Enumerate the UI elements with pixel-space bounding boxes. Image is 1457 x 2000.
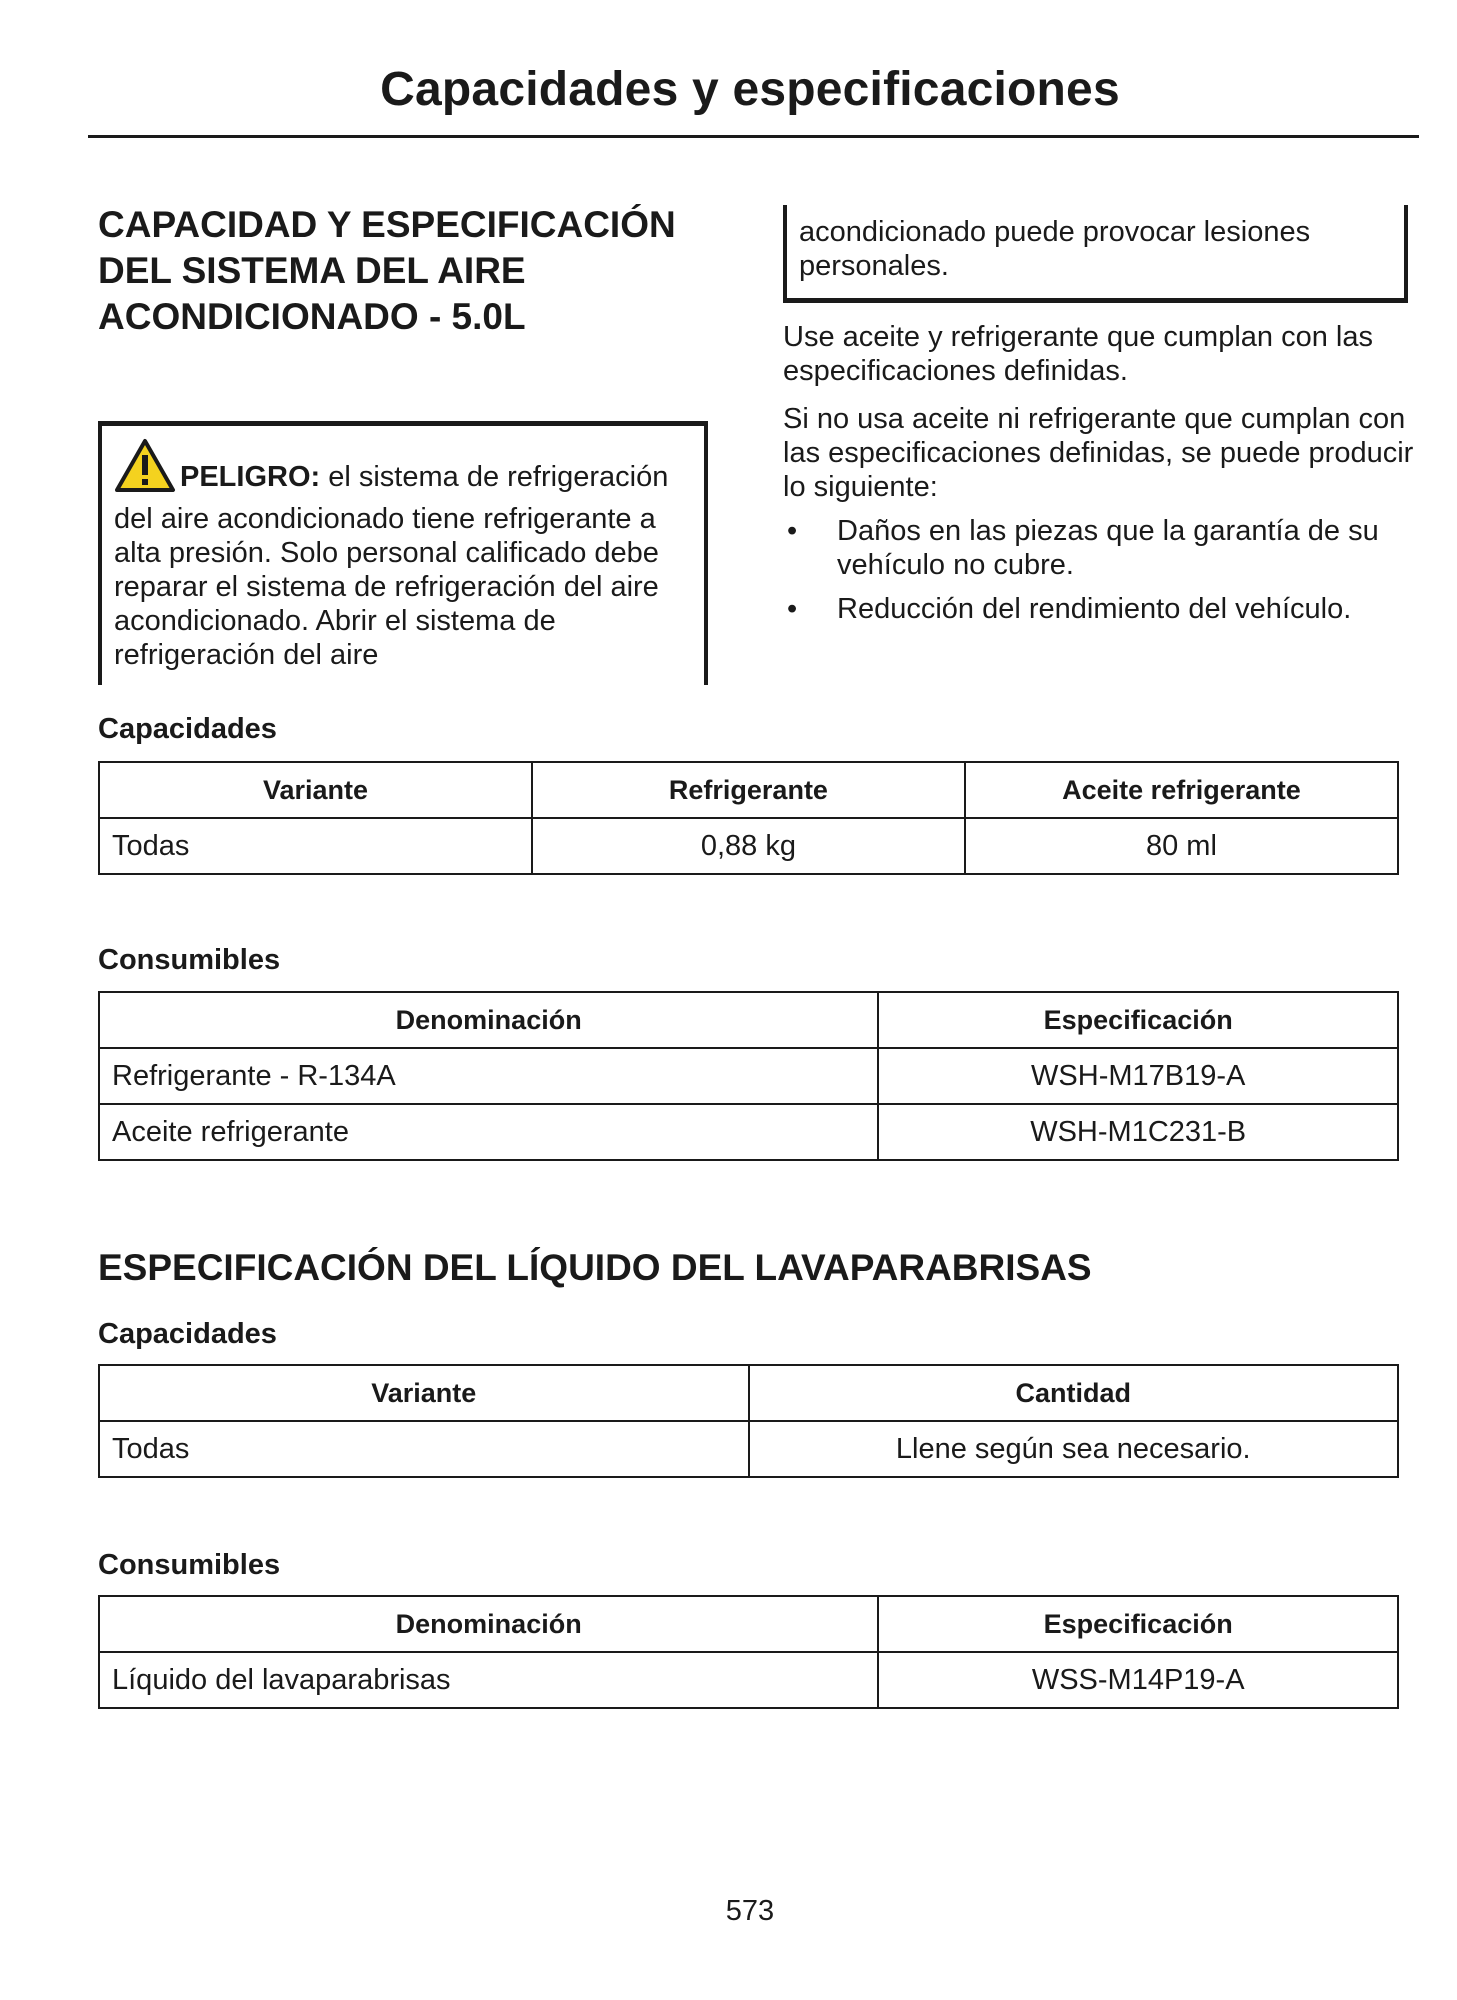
danger-notice: [98, 421, 708, 685]
ac-capacities-heading: Capacidades: [98, 713, 277, 745]
table-cell: 80 ml: [965, 818, 1398, 874]
column-header: Especificación: [878, 992, 1398, 1048]
consequence-paragraph: Si no usa aceite ni refrigerante que cumplan con las especificaciones definidas, se puede producir lo siguiente:: [783, 403, 1414, 503]
page-number: 573: [725, 1895, 775, 1927]
ac-capacities-table: [98, 761, 1399, 875]
table-row: [99, 1104, 1398, 1160]
table-cell: Todas: [99, 818, 532, 874]
page-title: Capacidades y especificaciones: [380, 63, 1120, 116]
table-row: [99, 818, 1398, 874]
consequence-list: [783, 514, 1423, 636]
washer-section-heading: ESPECIFICACIÓN DEL LÍQUIDO DEL LAVAPARABRISAS: [98, 1247, 1092, 1288]
column-header: Aceite refrigerante: [965, 762, 1398, 818]
table-cell: Aceite refrigerante: [99, 1104, 878, 1160]
bullet-icon: •: [787, 593, 798, 625]
table-header-row: [99, 762, 1398, 818]
list-item: • Daños en las piezas que la garantía de su vehículo no cubre.: [787, 515, 1379, 581]
column-header: Variante: [99, 762, 532, 818]
danger-text: el sistema de refrigeración del aire acondicionado tiene refrigerante a alta presión. Solo personal calificado debe reparar el sistema de refrigeración del aire acondicionado. Abrir el sistema de refrigeración del aire: [114, 461, 669, 671]
table-cell: Todas: [99, 1421, 749, 1477]
table-cell: Líquido del lavaparabrisas: [99, 1652, 878, 1708]
list-item: • Reducción del rendimiento del vehículo.: [787, 593, 1352, 625]
table-cell: Refrigerante - R-134A: [99, 1048, 878, 1104]
column-header: Refrigerante: [532, 762, 965, 818]
column-header: Especificación: [878, 1596, 1398, 1652]
table-header-row: [99, 992, 1398, 1048]
washer-consumables-table: [98, 1595, 1399, 1709]
danger-notice-continuation: acondicionado puede provocar lesiones personales.: [783, 205, 1408, 303]
washer-capacities-table: [98, 1364, 1399, 1478]
table-row: [99, 1048, 1398, 1104]
table-cell: WSS-M14P19-A: [878, 1652, 1398, 1708]
table-cell: WSH-M1C231-B: [878, 1104, 1398, 1160]
table-row: [99, 1421, 1398, 1477]
title-divider: [88, 135, 1419, 138]
table-row: [99, 1652, 1398, 1708]
washer-consumables-heading: Consumibles: [98, 1549, 281, 1581]
table-header-row: [99, 1365, 1398, 1421]
column-header: Denominación: [99, 1596, 878, 1652]
ac-consumables-heading: Consumibles: [98, 944, 281, 976]
bullet-icon: •: [787, 515, 798, 547]
table-cell: 0,88 kg: [532, 818, 965, 874]
warning-triangle-icon: [114, 438, 176, 502]
column-header: Denominación: [99, 992, 878, 1048]
table-cell: Llene según sea necesario.: [749, 1421, 1399, 1477]
danger-label: PELIGRO:: [180, 461, 321, 493]
column-header: Cantidad: [749, 1365, 1399, 1421]
ac-section-heading: CAPACIDAD Y ESPECIFICACIÓN DEL SISTEMA DEL AIRE ACONDICIONADO - 5.0L: [98, 204, 676, 337]
washer-capacities-heading: Capacidades: [98, 1318, 277, 1350]
table-cell: WSH-M17B19-A: [878, 1048, 1398, 1104]
usage-paragraph: Use aceite y refrigerante que cumplan con las especificaciones definidas.: [783, 321, 1373, 387]
column-header: Variante: [99, 1365, 749, 1421]
table-header-row: [99, 1596, 1398, 1652]
ac-consumables-table: [98, 991, 1399, 1161]
